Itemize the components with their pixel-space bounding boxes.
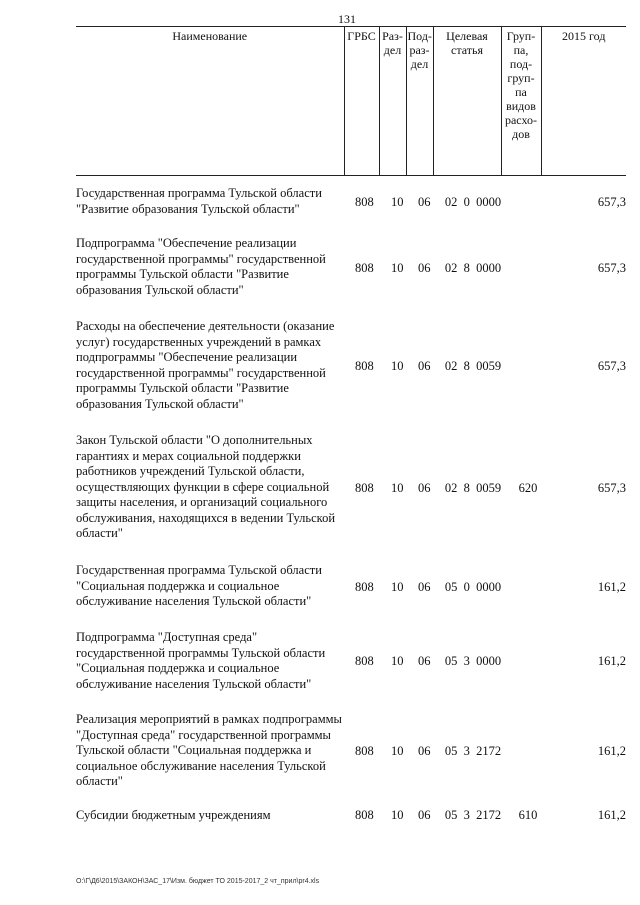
row-podrazdel: 06	[418, 195, 431, 209]
row-name: Расходы на обеспечение деятельности (оказание услуг) государственных учреждений в рамках подпрограммы "Обеспечение реализации государственной программы" государственной программы Тульской области "Развитие образования Тульской области"	[76, 319, 335, 411]
row-razdel: 10	[391, 808, 404, 822]
row-podrazdel: 06	[418, 261, 431, 275]
row-podrazdel: 06	[418, 580, 431, 594]
file-path-footer: О:\Г\Д6\2015\ЗАКОН\ЗАС_17\Изм. бюджет ТО 2015-2017_2 чт_прил\pr4.xls	[76, 878, 320, 885]
row-amount: 657,3	[597, 261, 626, 275]
row-razdel: 10	[391, 359, 404, 373]
row-amount: 161,2	[597, 580, 626, 594]
row-name: Субсидии бюджетным учреждениям	[76, 808, 271, 822]
header-name: Наименование	[76, 27, 344, 176]
row-podrazdel: 06	[418, 654, 431, 668]
row-amount: 657,3	[597, 195, 626, 209]
row-target: 05 3 2172	[444, 808, 502, 822]
row-name: Закон Тульской области "О дополнительных гарантиях и мерах социальной поддержки работников учреждений Тульской области, осуществляющих функции в сфере социальной защиты населения, и организаций социального обслуживания, находящихся в ведении Тульской области"	[76, 433, 336, 540]
row-target: 02 8 0000	[444, 261, 502, 275]
row-grbs: 808	[355, 195, 374, 209]
header-grbs: ГРБС	[344, 27, 379, 176]
header-year: 2015 год	[541, 27, 626, 176]
row-amount: 161,2	[597, 808, 626, 822]
row-target: 02 0 0000	[444, 195, 502, 209]
row-grbs: 808	[355, 261, 374, 275]
row-podrazdel: 06	[418, 744, 431, 758]
row-grbs: 808	[355, 654, 374, 668]
row-grbs: 808	[355, 744, 374, 758]
row-amount: 657,3	[597, 359, 626, 373]
row-name: Реализация мероприятий в рамках подпрограммы "Доступная среда" государственной программы Тульской области "Социальная поддержка и социальное обслуживание населения Тульской области"	[76, 712, 342, 788]
row-target: 02 8 0059	[444, 359, 502, 373]
row-podrazdel: 06	[418, 359, 431, 373]
row-target: 05 3 2172	[444, 744, 502, 758]
header-group: Груп- па, под- груп- па видов расхо- дов	[501, 27, 541, 176]
row-grbs: 808	[355, 580, 374, 594]
row-name: Государственная программа Тульской области "Развитие образования Тульской области"	[76, 186, 322, 216]
row-target: 05 0 0000	[444, 580, 502, 594]
row-amount: 161,2	[597, 654, 626, 668]
row-target: 05 3 0000	[444, 654, 502, 668]
row-grbs: 808	[355, 359, 374, 373]
row-razdel: 10	[391, 481, 404, 495]
row-amount: 657,3	[597, 481, 626, 495]
row-podrazdel: 06	[418, 481, 431, 495]
header-razdel: Раз- дел	[379, 27, 406, 176]
row-name: Государственная программа Тульской области "Социальная поддержка и социальное обслуживание населения Тульской области"	[76, 563, 322, 608]
row-razdel: 10	[391, 261, 404, 275]
page-number: 131	[338, 12, 356, 26]
row-grbs: 808	[355, 481, 374, 495]
row-razdel: 10	[391, 744, 404, 758]
row-razdel: 10	[391, 580, 404, 594]
row-group: 620	[518, 481, 538, 495]
row-grbs: 808	[355, 808, 374, 822]
row-razdel: 10	[391, 195, 404, 209]
row-razdel: 10	[391, 654, 404, 668]
row-name: Подпрограмма "Обеспечение реализации государственной программы" государственной программы Тульской области "Развитие образования Тульской области"	[76, 236, 326, 297]
row-group: 610	[518, 808, 538, 822]
header-target: Целевая статья	[433, 27, 501, 176]
row-amount: 161,2	[597, 744, 626, 758]
row-podrazdel: 06	[418, 808, 431, 822]
row-name: Подпрограмма "Доступная среда" государственной программы Тульской области "Социальная поддержка и социальное обслуживание населения Тульской области"	[76, 630, 326, 691]
table-header	[76, 26, 626, 176]
row-target: 02 8 0059	[444, 481, 502, 495]
header-podrazdel: Под- раз- дел	[406, 27, 433, 176]
